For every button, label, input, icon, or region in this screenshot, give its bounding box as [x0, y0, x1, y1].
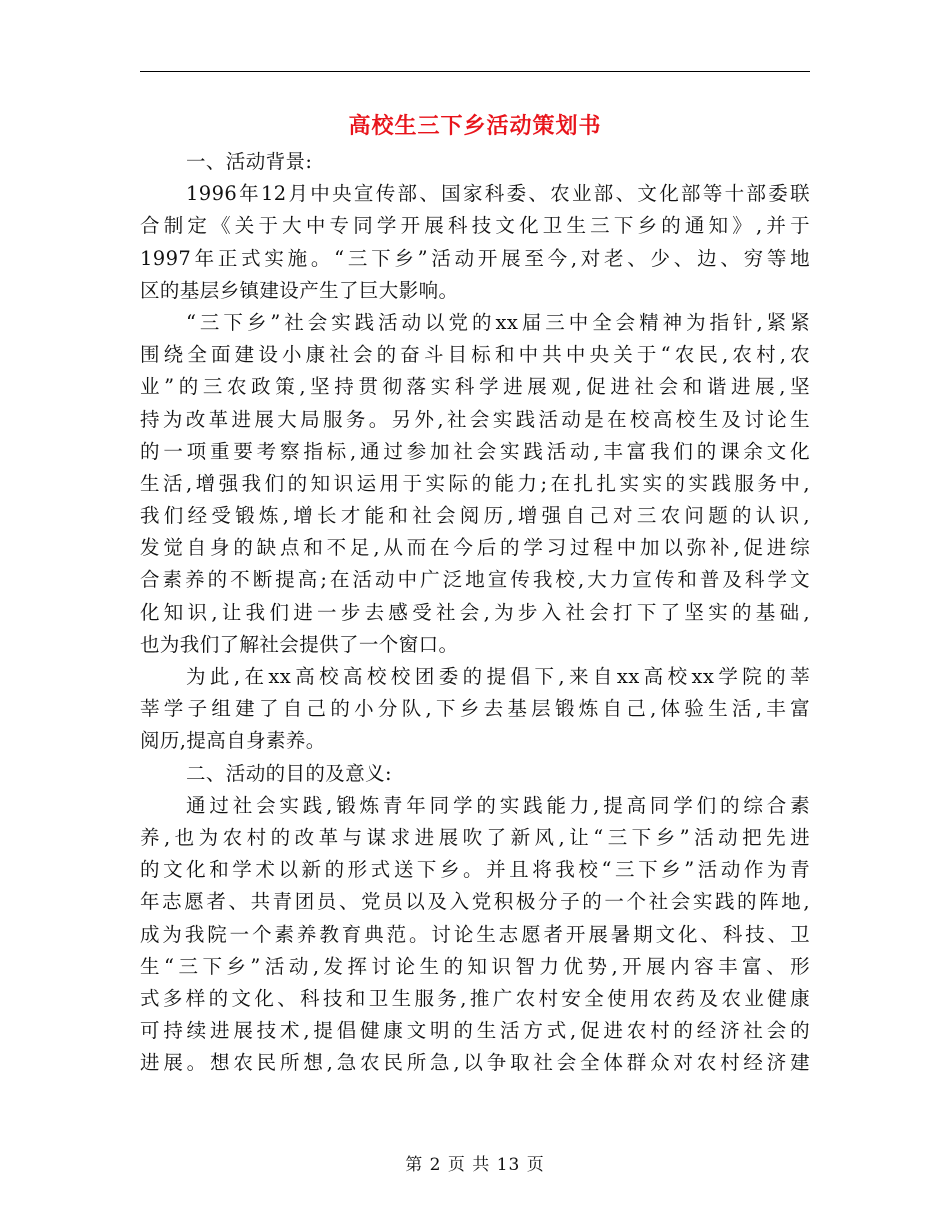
text-line: 1997年正式实施。“三下乡”活动开展至今,对老、少、边、穷等地 [140, 246, 810, 270]
page-number-footer: 第 2 页 共 13 页 [405, 1155, 545, 1175]
text-line: 的文化和学术以新的形式送下乡。并且将我校“三下乡”活动作为青 [140, 858, 810, 882]
text-line: 一、活动背景: [186, 150, 313, 173]
text-line: 进展。想农民所想,急农民所急,以争取社会全体群众对农村经济建 [140, 1051, 810, 1075]
text-line: 式多样的文化、科技和卫生服务,推广农村安全使用农药及农业健康 [140, 986, 810, 1010]
text-line: 为此,在xx高校高校校团委的提倡下,来自xx高校xx学院的莘 [186, 665, 810, 688]
text-line: 可持续进展技术,提倡健康文明的生活方式,促进农村的经济社会的 [140, 1019, 810, 1043]
text-line: “三下乡”社会实践活动以党的xx届三中全会精神为指针,紧紧 [186, 310, 810, 334]
text-line: 生活,增强我们的知识运用于实际的能力;在扎扎实实的实践服务中, [140, 471, 810, 495]
text-line: 莘学子组建了自己的小分队,下乡去基层锻炼自己,体验生活,丰富 [140, 697, 810, 721]
text-line: 通过社会实践,锻炼青年同学的实践能力,提高同学们的综合素 [186, 793, 810, 817]
text-line: 区的基层乡镇建设产生了巨大影响。 [140, 278, 459, 302]
text-line: 二、活动的目的及意义: [186, 761, 392, 785]
text-line: 也为我们了解社会提供了一个窗口。 [140, 632, 459, 656]
text-line: 围绕全面建设小康社会的奋斗目标和中共中央关于“农民,农村,农 [140, 343, 810, 367]
text-line: 我们经受锻炼,增长才能和社会阅历,增强自己对三农问题的认识, [140, 504, 810, 528]
text-line: 业”的三农政策,坚持贯彻落实科学进展观,促进社会和谐进展,坚 [140, 375, 810, 399]
text-line: 养,也为农村的改革与谋求进展吹了新风,让“三下乡”活动把先进 [140, 825, 810, 849]
text-line: 1996年12月中央宣传部、国家科委、农业部、文化部等十部委联 [186, 182, 810, 206]
text-line: 的一项重要考察指标,通过参加社会实践活动,丰富我们的课余文化 [140, 439, 810, 463]
text-line: 化知识,让我们进一步去感受社会,为步入社会打下了坚实的基础, [140, 600, 810, 624]
text-line: 成为我院一个素养教育典范。讨论生志愿者开展暑期文化、科技、卫 [140, 922, 810, 946]
header-rule [140, 71, 810, 72]
document-body [140, 146, 810, 1079]
text-line: 发觉自身的缺点和不足,从而在今后的学习过程中加以弥补,促进综 [140, 536, 810, 560]
text-line: 合制定《关于大中专同学开展科技文化卫生三下乡的通知》,并于 [140, 214, 810, 238]
text-line: 阅历,提高自身素养。 [140, 729, 326, 753]
text-line: 合素养的不断提高;在活动中广泛地宣传我校,大力宣传和普及科学文 [140, 568, 810, 592]
text-line: 持为改革进展大局服务。另外,社会实践活动是在校高校生及讨论生 [140, 407, 810, 431]
text-line: 生“三下乡”活动,发挥讨论生的知识智力优势,开展内容丰富、形 [140, 954, 810, 978]
document-title: 高校生三下乡活动策划书 [348, 113, 602, 139]
text-line: 年志愿者、共青团员、党员以及入党积极分子的一个社会实践的阵地, [140, 890, 810, 914]
